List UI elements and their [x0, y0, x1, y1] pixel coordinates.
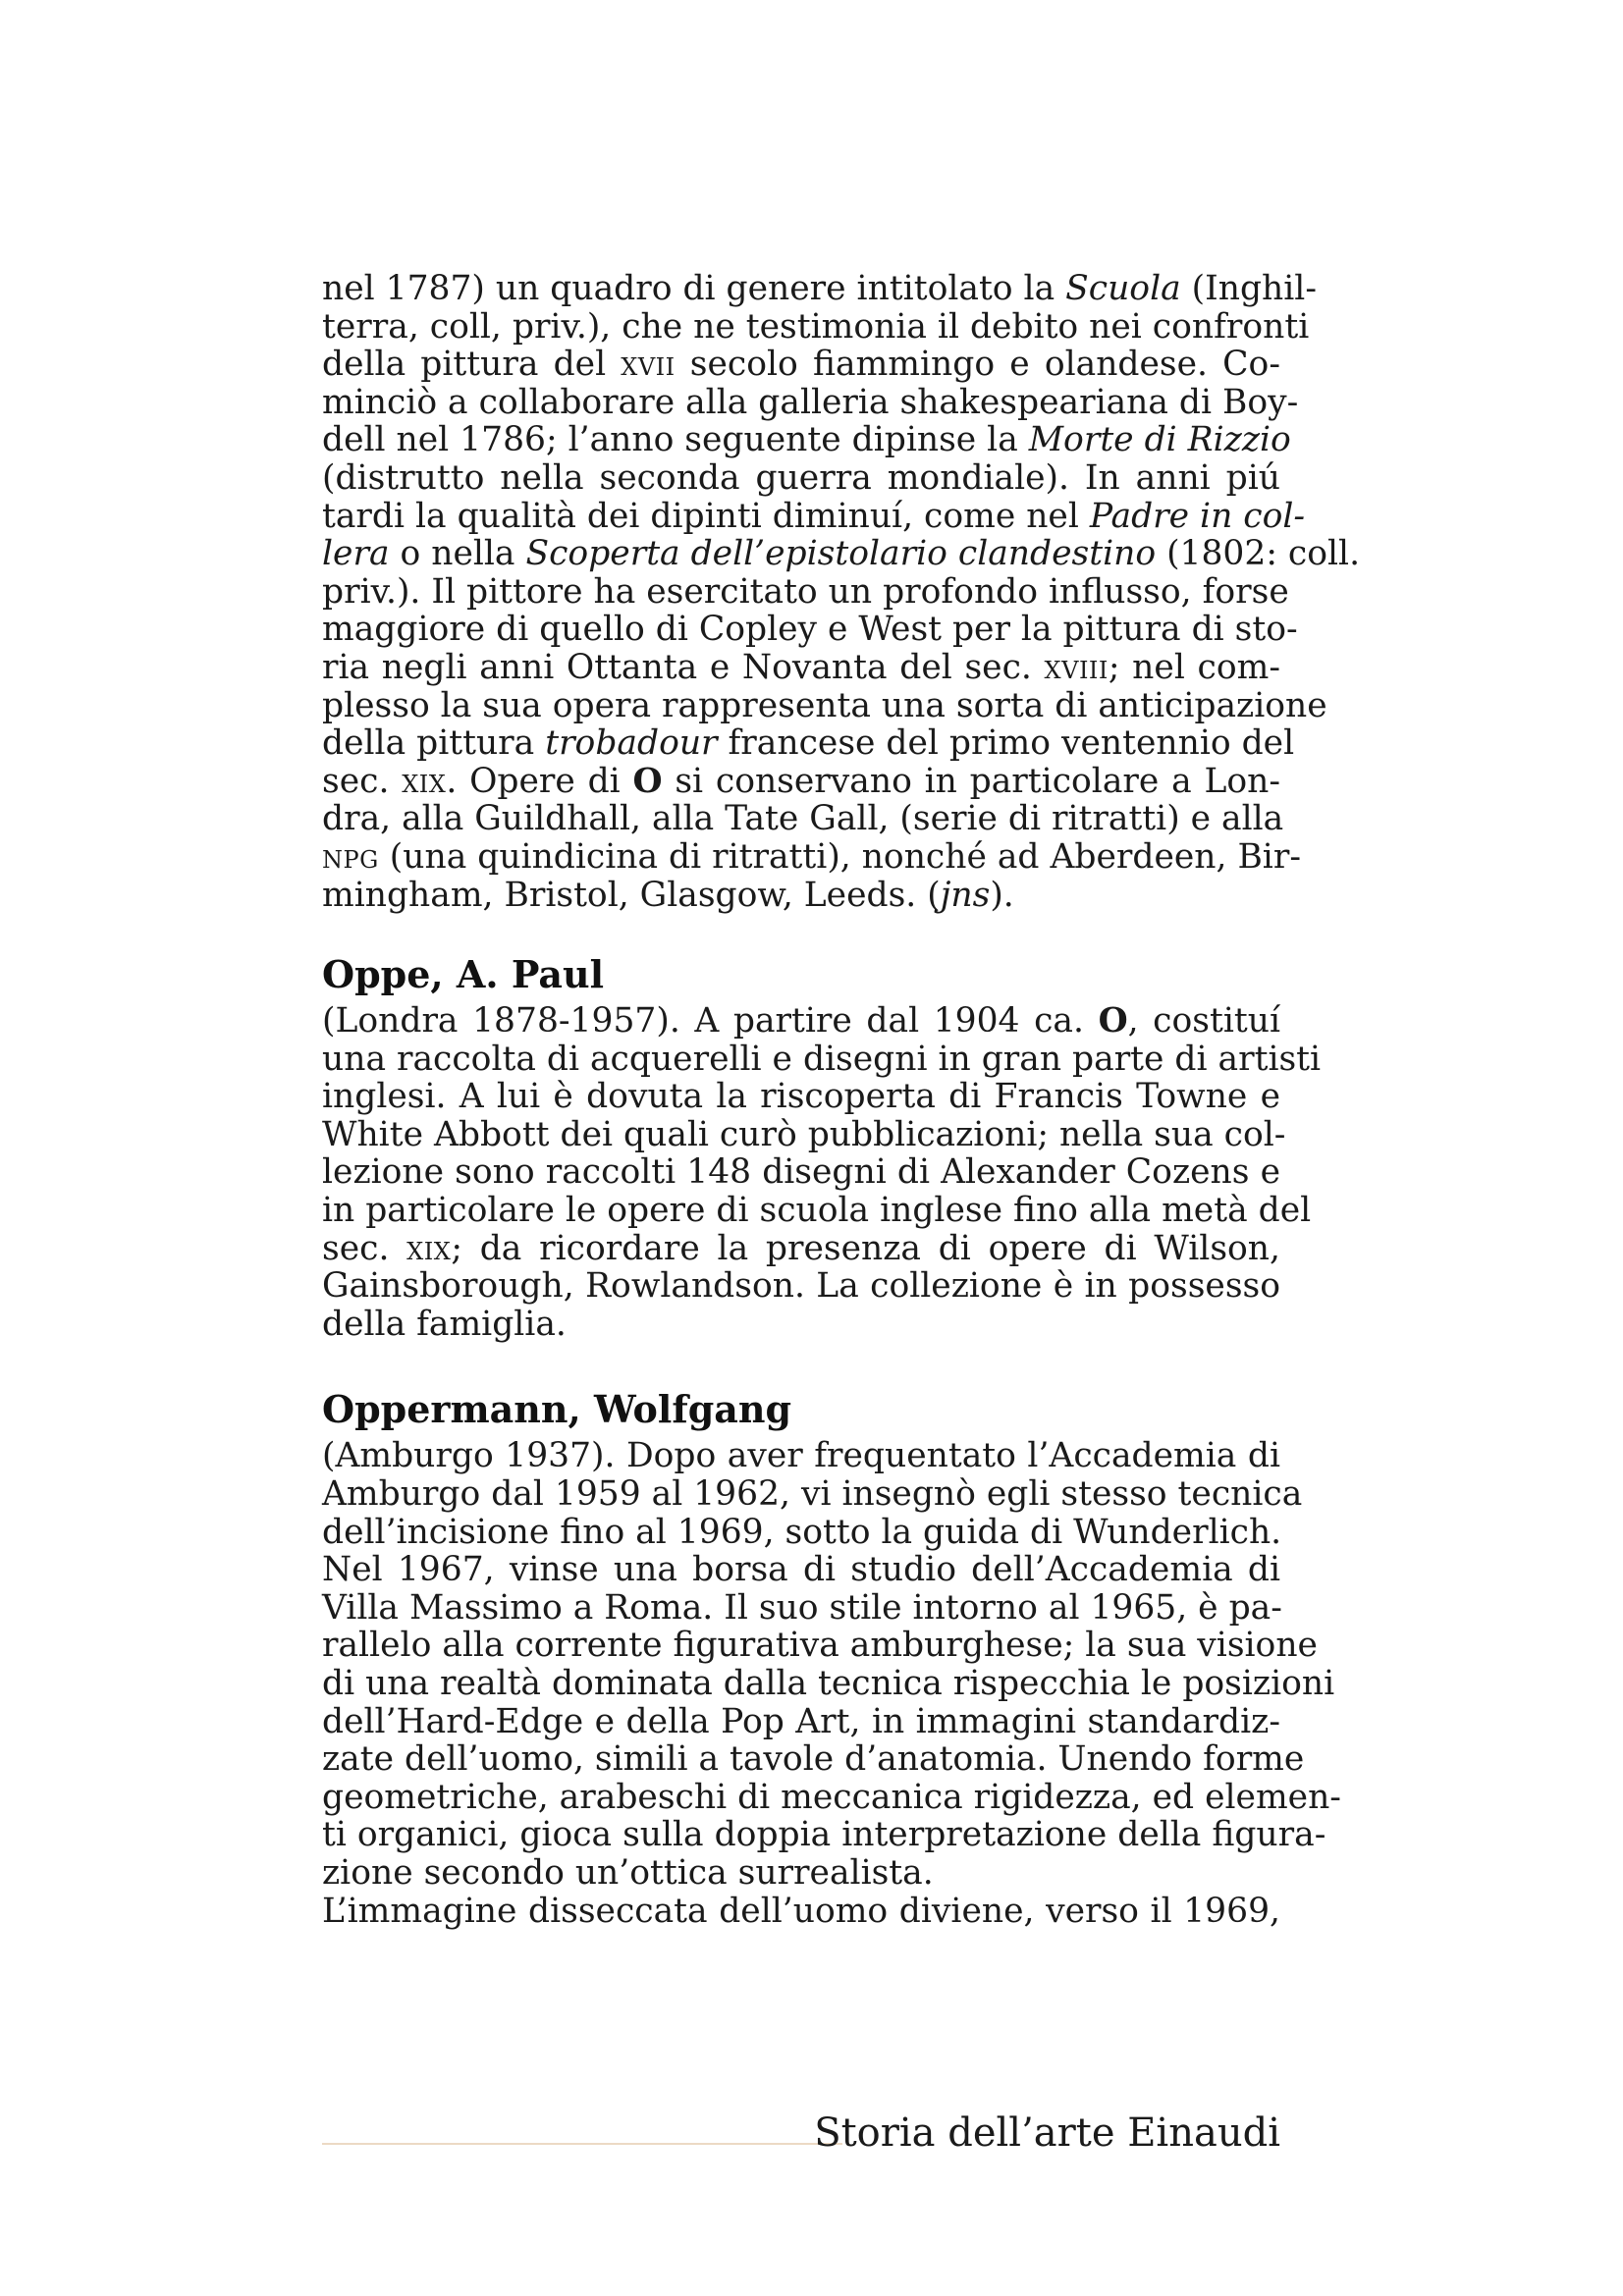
text-line: Gainsborough, Rowlandson. La collezione è in possesso: [322, 1266, 1280, 1307]
text-line: terra, coll, priv.), che ne testimonia il debito nei confronti: [322, 306, 1310, 347]
text-line: Villa Massimo a Roma. Il suo stile intorno al 1965, è pa-: [322, 1587, 1282, 1628]
text-line: della pittura del xvii secolo fiammingo e olandese. Co-: [322, 345, 1280, 385]
text-line: rallelo alla corrente figurativa amburghese; la sua visione: [322, 1626, 1318, 1666]
text-line: geometriche, arabeschi di meccanica rigidezza, ed elemen-: [322, 1777, 1341, 1817]
text-line: una raccolta di acquerelli e disegni in gran parte di artisti: [322, 1039, 1322, 1079]
text-line: mingham, Bristol, Glasgow, Leeds. (jns).: [322, 875, 1014, 915]
text-line: sec. xix; da ricordare la presenza di opere di Wilson,: [322, 1228, 1280, 1268]
text-line: minciò a collaborare alla galleria shakespeariana di Boy-: [322, 382, 1299, 422]
entry-body-oppe: [322, 1001, 1322, 1344]
text-line: White Abbott dei quali curò pubblicazioni; nella sua col-: [322, 1114, 1286, 1154]
text-line: maggiore di quello di Copley e West per la pittura di sto-: [322, 610, 1298, 650]
text-line: plesso la sua opera rappresenta una sorta di anticipazione: [322, 685, 1327, 725]
text-line: dell nel 1786; l’anno seguente dipinse la Morte di Rizzio: [322, 420, 1291, 460]
text-line: in particolare le opere di scuola inglese fino alla metà del: [322, 1191, 1312, 1231]
footer-publication-title: Storia dell’arte Einaudi: [814, 2110, 1280, 2156]
text-line: (Londra 1878-1957). A partire dal 1904 ca. O, costituí: [322, 1001, 1280, 1041]
text-line: zate dell’uomo, simili a tavole d’anatomia. Unendo forme: [322, 1739, 1305, 1780]
text-line: zione secondo un’ottica surrealista.: [322, 1852, 934, 1893]
text-line: Nel 1967, vinse una borsa di studio dell’Accademia di: [322, 1550, 1280, 1590]
entry-title-oppe: Oppe, A. Paul: [322, 952, 605, 997]
text-line: di una realtà dominata dalla tecnica rispecchia le posizioni: [322, 1664, 1335, 1703]
text-line: dell’Hard-Edge e della Pop Art, in immagini standardiz-: [322, 1701, 1280, 1741]
text-line: ria negli anni Ottanta e Novanta del sec. xviii; nel com-: [322, 647, 1280, 687]
text-line: L’immagine disseccata dell’uomo diviene, verso il 1969,: [322, 1891, 1280, 1931]
text-line: nel 1787) un quadro di genere intitolato la Scuola (Inghil-: [322, 269, 1317, 308]
page-body: [322, 269, 1361, 1931]
text-line: dra, alla Guildhall, alla Tate Gall, (serie di ritratti) e alla: [322, 799, 1284, 839]
text-line: (Amburgo 1937). Dopo aver frequentato l’Accademia di: [322, 1436, 1280, 1476]
text-line: inglesi. A lui è dovuta la riscoperta di Francis Towne e: [322, 1077, 1280, 1117]
text-line: della pittura trobadour francese del primo ventennio del: [322, 723, 1295, 764]
text-line: dell’incisione fino al 1969, sotto la guida di Wunderlich.: [322, 1512, 1282, 1552]
text-line: priv.). Il pittore ha esercitato un profondo influsso, forse: [322, 571, 1289, 612]
text-line: Amburgo dal 1959 al 1962, vi insegnò egli stesso tecnica: [322, 1474, 1303, 1515]
entry-title-oppermann: Oppermann, Wolfgang: [322, 1387, 792, 1432]
text-line: della famiglia.: [322, 1304, 567, 1344]
text-line: lera o nella Scoperta dell’epistolario clandestino (1802: coll.: [322, 534, 1361, 574]
text-line: sec. xix. Opere di O si conservano in particolare a Lon-: [322, 761, 1280, 801]
footer-rule: [322, 2143, 842, 2145]
text-line: lezione sono raccolti 148 disegni di Alexander Cozens e: [322, 1152, 1280, 1193]
text-line: npg (una quindicina di ritratti), nonché ad Aberdeen, Bir-: [322, 836, 1301, 877]
text-line: ti organici, gioca sulla doppia interpretazione della figura-: [322, 1815, 1326, 1855]
text-line: (distrutto nella seconda guerra mondiale). In anni piú: [322, 457, 1280, 498]
entry-body-oppermann: [322, 1436, 1341, 1931]
page-footer: [322, 2106, 1280, 2161]
text-line: tardi la qualità dei dipinti diminuí, come nel Padre in col-: [322, 496, 1306, 536]
entry-continuation: [322, 269, 1361, 915]
